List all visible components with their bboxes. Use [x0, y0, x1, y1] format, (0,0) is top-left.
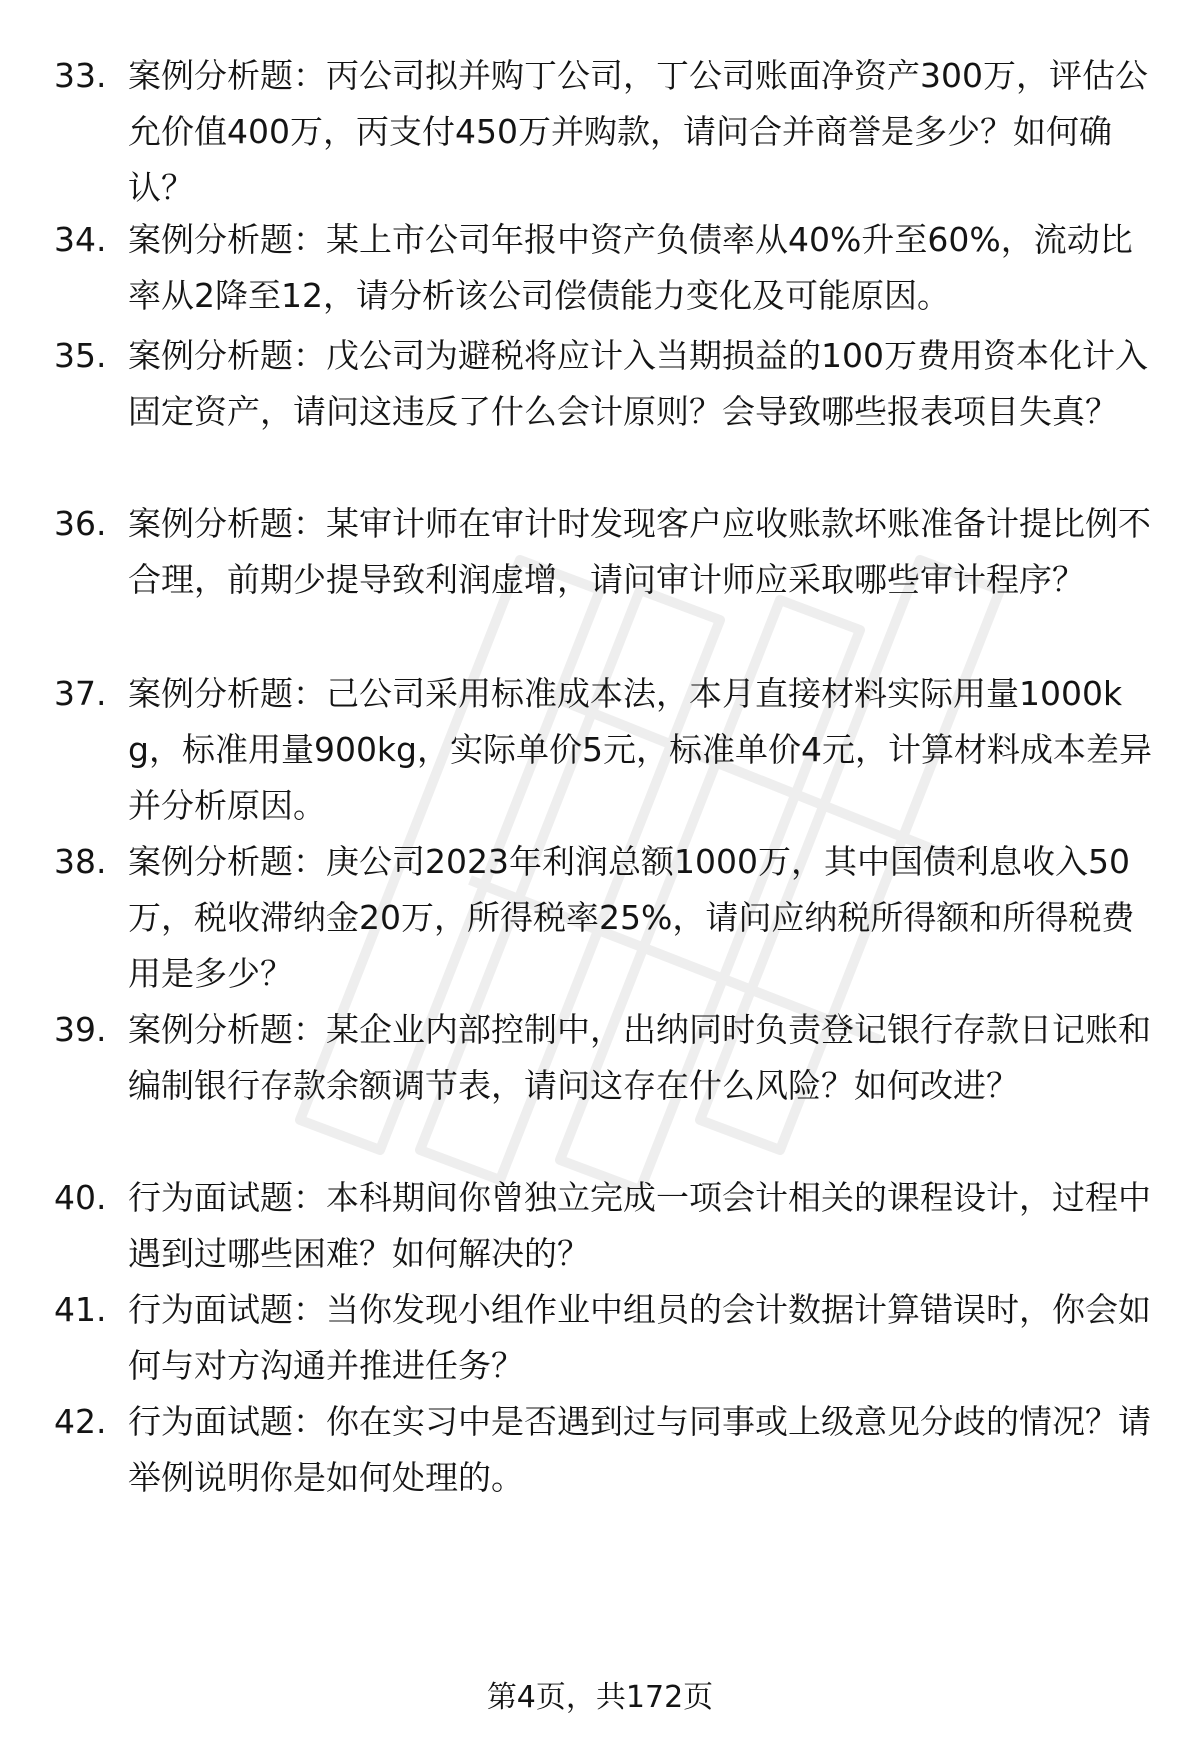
question-text: 案例分析题：某上市公司年报中资产负债率从40%升至60%，流动比率从2降至12，请分析该公司偿债能力变化及可能原因。	[128, 220, 1133, 315]
question-text: 案例分析题：庚公司2023年利润总额1000万，其中国债利息收入50万，税收滞纳金20万，所得税率25%，请问应纳税所得额和所得税费用是多少？	[128, 842, 1135, 993]
question-number: 33.	[54, 56, 107, 95]
question-number: 37.	[54, 674, 107, 713]
question-text: 行为面试题：你在实习中是否遇到过与同事或上级意见分歧的情况？请举例说明你是如何处理的。	[128, 1402, 1151, 1497]
question-number: 39.	[54, 1010, 107, 1049]
question-number: 36.	[54, 504, 107, 543]
question-text: 行为面试题：当你发现小组作业中组员的会计数据计算错误时，你会如何与对方沟通并推进任务？	[128, 1290, 1151, 1385]
question-number: 41.	[54, 1290, 107, 1329]
question-text: 案例分析题：丙公司拟并购丁公司，丁公司账面净资产300万，评估公允价值400万，丙支付450万并购款，请问合并商誉是多少？如何确认？	[128, 56, 1148, 207]
question-text: 行为面试题：本科期间你曾独立完成一项会计相关的课程设计，过程中遇到过哪些困难？如何解决的？	[128, 1178, 1151, 1273]
question-number: 38.	[54, 842, 107, 881]
question-text: 案例分析题：己公司采用标准成本法，本月直接材料实际用量1000kg，标准用量900kg，实际单价5元，标准单价4元，计算材料成本差异并分析原因。	[128, 674, 1152, 825]
question-text: 案例分析题：某审计师在审计时发现客户应收账款坏账准备计提比例不合理，前期少提导致利润虚增，请问审计师应采取哪些审计程序？	[128, 504, 1151, 599]
page-footer: 第4页，共172页	[486, 1680, 714, 1715]
question-number: 35.	[54, 336, 107, 375]
question-number: 40.	[54, 1178, 107, 1217]
question-text: 案例分析题：戊公司为避税将应计入当期损益的100万费用资本化计入固定资产，请问这违反了什么会计原则？会导致哪些报表项目失真？	[128, 336, 1148, 431]
question-number: 42.	[54, 1402, 107, 1441]
question-number: 34.	[54, 220, 107, 259]
question-text: 案例分析题：某企业内部控制中，出纳同时负责登记银行存款日记账和编制银行存款余额调节表，请问这存在什么风险？如何改进？	[128, 1010, 1151, 1105]
